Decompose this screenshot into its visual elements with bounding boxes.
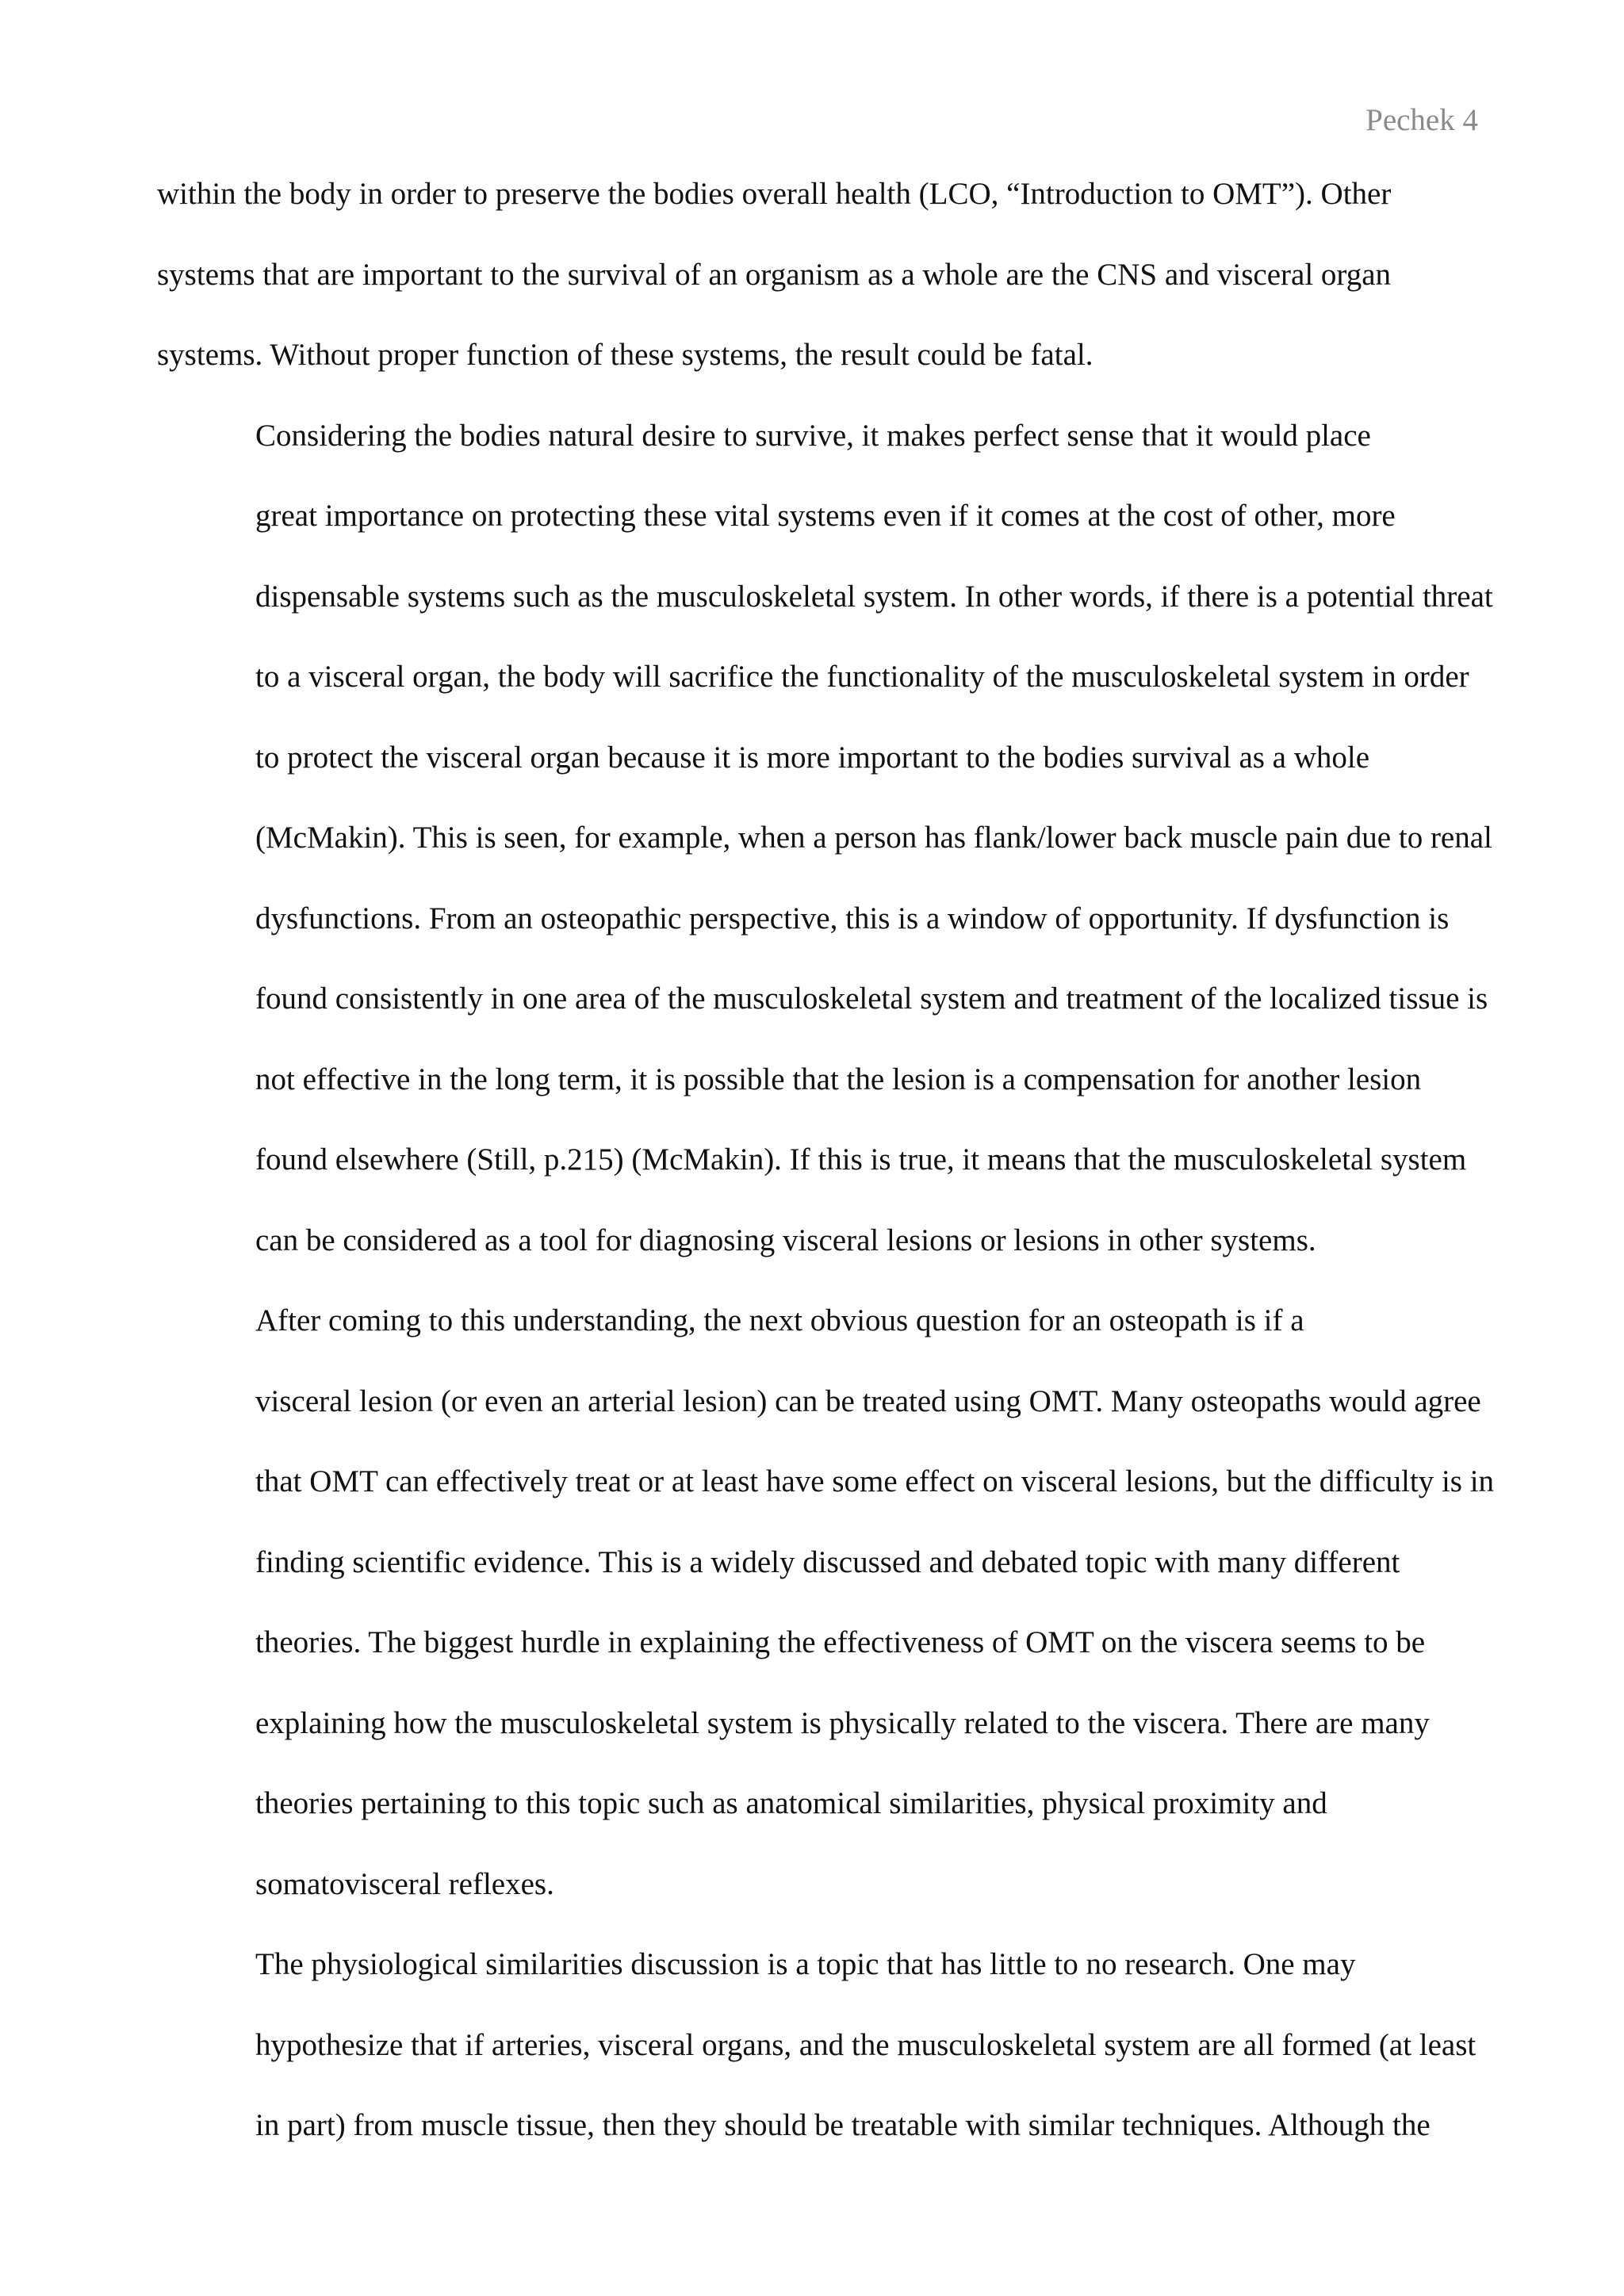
text-line: explaining how the musculoskeletal system is physically related to the viscera. There are many (255, 1705, 1430, 1740)
text-line: great importance on protecting these vital systems even if it comes at the cost of other, more (255, 499, 1396, 533)
text-line: Considering the bodies natural desire to survive, it makes perfect sense that it would place (255, 418, 1371, 453)
text-line: to protect the visceral organ because it is more important to the bodies survival as a whole (255, 740, 1370, 775)
text-line: theories. The biggest hurdle in explaining the effectiveness of OMT on the viscera seems to be (255, 1625, 1426, 1659)
body-text (157, 154, 1495, 2166)
text-line: found consistently in one area of the musculoskeletal system and treatment of the localized tissue is (255, 982, 1488, 1016)
text-line: The physiological similarities discussion is a topic that has little to no research. One may (255, 1947, 1356, 1981)
text-line: to a visceral organ, the body will sacrifice the functionality of the musculoskeletal system in order (255, 660, 1469, 694)
paragraph (157, 1924, 1475, 2166)
text-line: not effective in the long term, it is possible that the lesion is a compensation for another lesion (255, 1062, 1422, 1096)
paragraph (157, 154, 1475, 396)
paragraph (157, 396, 1493, 1281)
text-line: hypothesize that if arteries, visceral organs, and the musculoskeletal system are all formed (at least (255, 2027, 1477, 2062)
text-line: dispensable systems such as the musculoskeletal system. In other words, if there is a potential threat (255, 579, 1493, 614)
text-line: theories pertaining to this topic such as anatomical similarities, physical proximity and (255, 1786, 1327, 1820)
text-line: that OMT can effectively treat or at least have some effect on visceral lesions, but the difficulty is in (255, 1464, 1495, 1498)
text-line: systems. Without proper function of these systems, the result could be fatal. (157, 338, 1094, 372)
text-line: systems that are important to the survival of an organism as a whole are the CNS and visceral organ (157, 257, 1392, 292)
text-line: (McMakin). This is seen, for example, when a person has flank/lower back muscle pain due to renal (255, 821, 1492, 855)
text-line: finding scientific evidence. This is a widely discussed and debated topic with many different (255, 1544, 1400, 1579)
paragraph (157, 1280, 1495, 1924)
text-line: After coming to this understanding, the next obvious question for an osteopath is if a (255, 1303, 1304, 1337)
text-line: within the body in order to preserve the bodies overall health (LCO, “Introduction to OMT”). Other (157, 177, 1392, 211)
text-line: in part) from muscle tissue, then they should be treatable with similar techniques. Although the (255, 2108, 1431, 2142)
text-line: can be considered as a tool for diagnosing visceral lesions or lesions in other systems. (255, 1223, 1316, 1257)
text-line: found elsewhere (Still, p.215) (McMakin). If this is true, it means that the musculoskeletal system (255, 1142, 1467, 1177)
text-line: somatovisceral reflexes. (255, 1866, 554, 1901)
running-head: Pechek 4 (1365, 103, 1478, 137)
text-line: dysfunctions. From an osteopathic perspective, this is a window of opportunity. If dysfunction is (255, 901, 1450, 936)
text-line: visceral lesion (or even an arterial lesion) can be treated using OMT. Many osteopaths would agree (255, 1383, 1481, 1418)
